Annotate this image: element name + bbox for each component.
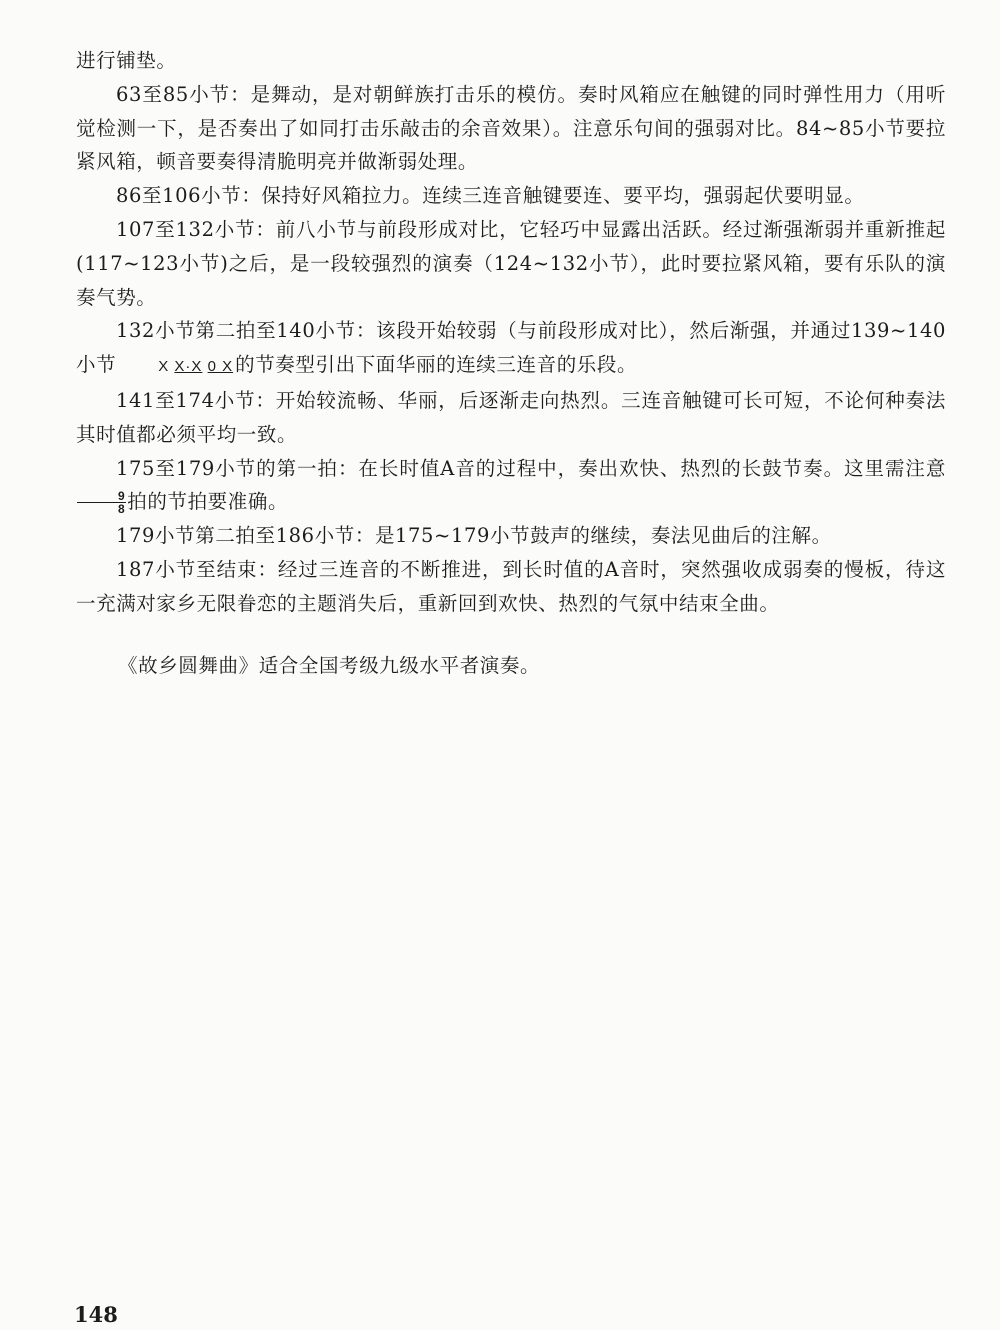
rhythm-note: X·X — [174, 358, 203, 376]
time-signature — [77, 490, 126, 515]
rhythm-note: 0 X — [207, 358, 234, 376]
paragraph-bars-86-106: 86至106小节：保持好风箱拉力。连续三连音触键要连、要平均，强弱起伏要明显。 — [116, 184, 865, 208]
paragraph-bars-141-174: 141至174小节：开始较流畅、华丽，后逐渐走向热烈。三连音触键可长可短，不论何种奏法其时值都必须平均一致。 — [76, 388, 946, 446]
paragraph-bars-179-186: 179小节第二拍至186小节：是175~179小节鼓声的继续，奏法见曲后的注解。 — [116, 524, 832, 548]
paragraph-bar-187-end: 187小节至结束：经过三连音的不断推进，到长时值的A音时，突然强收成弱奏的慢板，待这一充满对家乡无限眷恋的主题消失后，重新回到欢快、热烈的气氛中结束全曲。 — [76, 557, 946, 615]
paragraph-bars-132-140 — [76, 314, 946, 384]
paragraph-text: 拍的节拍要准确。 — [127, 490, 289, 514]
performance-level-note: 《故乡圆舞曲》适合全国考级九级水平者演奏。 — [118, 654, 541, 677]
paragraph-continuation: 进行铺垫。 — [76, 49, 177, 72]
rhythm-note: X — [158, 358, 170, 376]
paragraph-bars-63-85: 63至85小节：是舞动，是对朝鲜族打击乐的模仿。奏时风箱应在触键的同时弹性用力（用听觉检测一下，是否奏出了如同打击乐敲击的余音效果）。注意乐句间的强弱对比。84~85小节要拉紧风箱，顿音要奏得清脆明亮并做渐弱处理。 — [76, 82, 946, 174]
page-number: 148 — [74, 1302, 118, 1327]
paragraph-bars-175-179 — [76, 452, 946, 520]
body-text — [76, 44, 946, 621]
paragraph-bars-107-132: 107至132小节：前八小节与前段形成对比，它轻巧中显露出活跃。经过渐强渐弱并重新推起(117~123小节)之后，是一段较强烈的演奏（124~132小节），此时要拉紧风箱，要有乐队的演奏气势。 — [76, 217, 946, 309]
paragraph-text: 175至179小节的第一拍：在长时值A音的过程中，奏出欢快、热烈的长鼓节奏。这里需注意 — [116, 456, 946, 480]
paragraph-text: 的节奏型引出下面华丽的连续三连音的乐段。 — [235, 353, 638, 377]
time-signature-numerator: 9 — [77, 490, 126, 503]
rhythm-notation — [118, 350, 233, 384]
paragraph-text: 132小节第二拍至140小节：该段开始较弱（与前段形成对比），然后渐强，并通过139~140小节 — [76, 319, 946, 377]
time-signature-denominator: 8 — [118, 502, 126, 517]
